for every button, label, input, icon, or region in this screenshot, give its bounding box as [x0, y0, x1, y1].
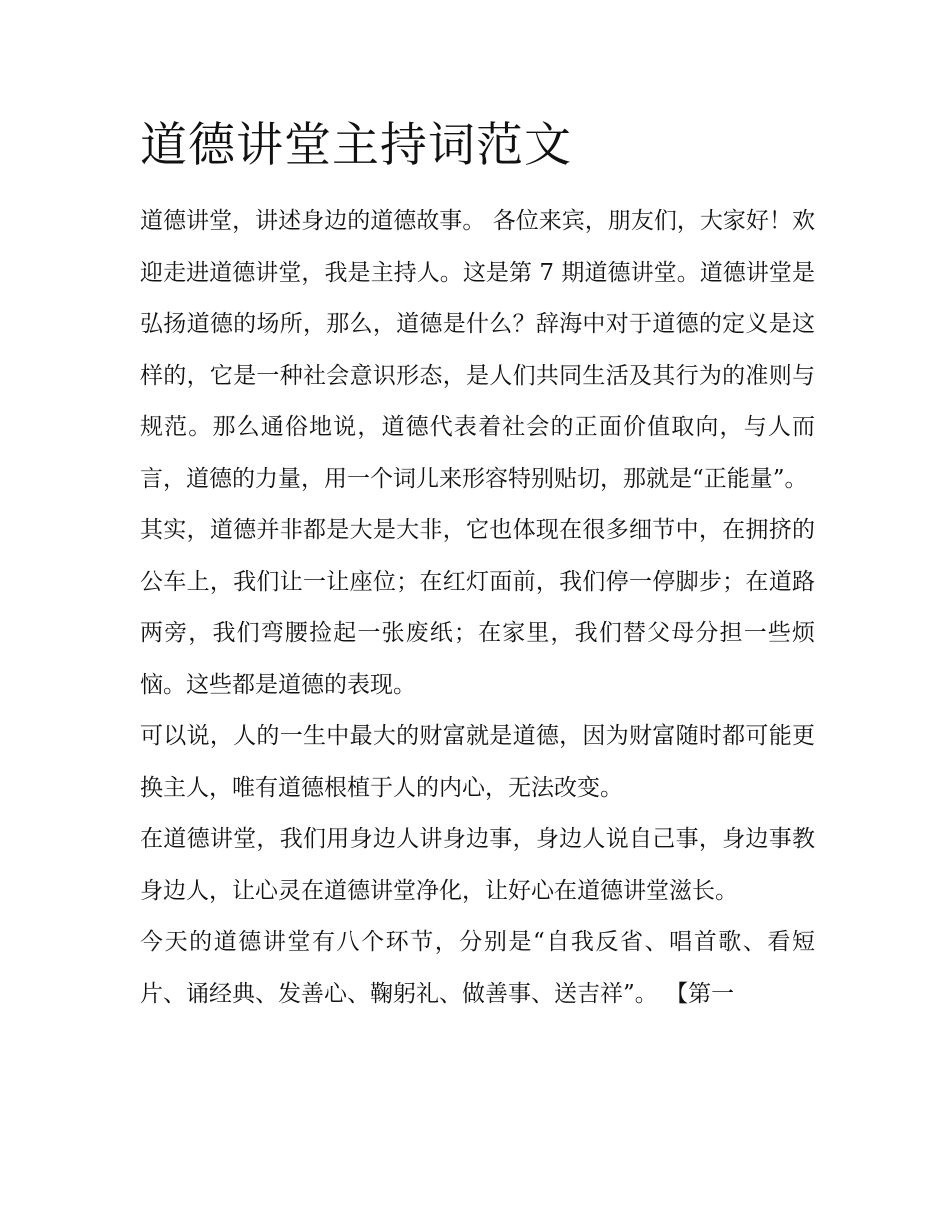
- document-title: 道德讲堂主持词范文: [140, 118, 572, 173]
- paragraph-lecture-hall: 在道德讲堂，我们用身边人讲身边事，身边人说自己事，身边事教身边人，让心灵在道德讲堂净化，让好心在道德讲堂滋长。: [140, 826, 815, 904]
- paragraph-intro: 道德讲堂，讲述身边的道德故事。 各位来宾，朋友们，大家好！欢迎走进道德讲堂，我是主持人。这是第 7 期道德讲堂。道德讲堂是弘扬道德的场所，那么，道德是什么？辞海中对于道德的定义是这样的，它是一种社会意识形态，是人们共同生活及其行为的准则与规范。那么通俗地说，道德代表着社会的正面价值取向，与人而言，道德的力量，用一个词儿来形容特别贴切，那就是“正能量”。: [140, 208, 815, 492]
- paragraph-wealth: 可以说，人的一生中最大的财富就是道德，因为财富随时都可能更换主人，唯有道德根植于人的内心，无法改变。: [140, 723, 815, 801]
- paragraph-eight-sections: 今天的道德讲堂有八个环节，分别是“自我反省、唱首歌、看短片、诵经典、发善心、鞠躬礼、做善事、送吉祥”。 【第一: [140, 929, 815, 1007]
- document-body: [140, 196, 815, 1020]
- paragraph-details: 其实，道德并非都是大是大非，它也体现在很多细节中，在拥挤的公车上，我们让一让座位；在红灯面前，我们停一停脚步；在道路两旁，我们弯腰捡起一张废纸；在家里，我们替父母分担一些烦恼。这些都是道德的表现。: [140, 517, 815, 698]
